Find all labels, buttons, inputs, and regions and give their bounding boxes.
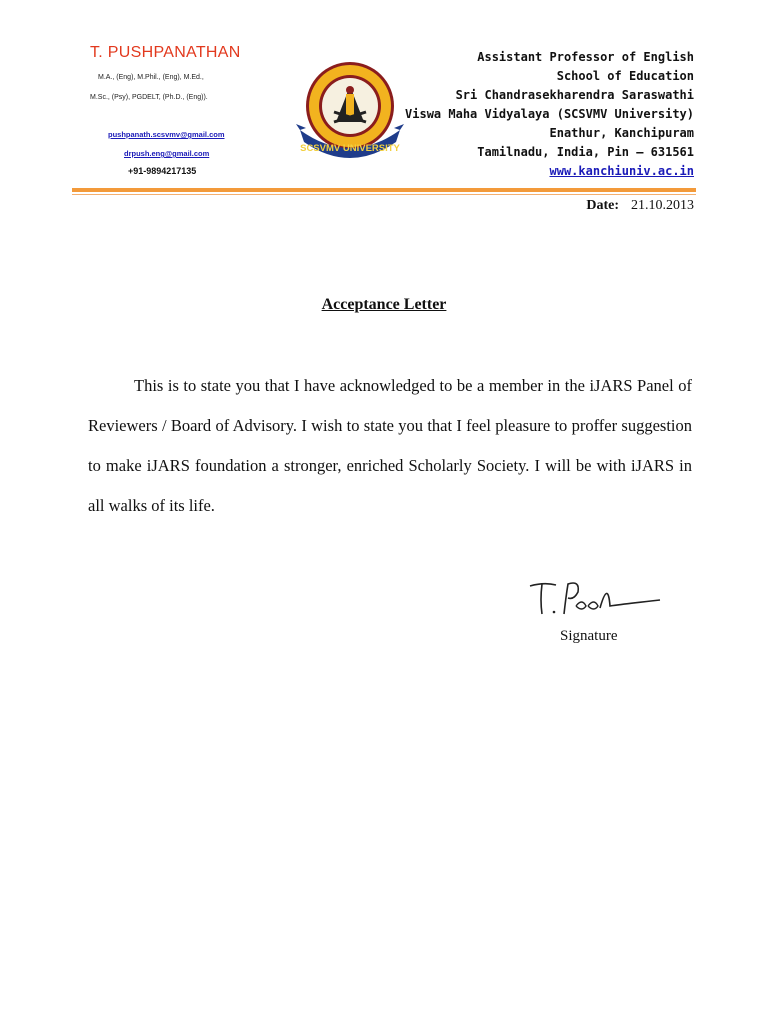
qualifications-line-2: M.Sc., (Psy), PGDELT, (Ph.D., (Eng)). [90,94,208,101]
date-line [586,198,694,214]
handwritten-signature-icon [524,576,664,620]
qualifications-line-1: M.A., (Eng), M.Phil., (Eng), M.Ed., [98,74,204,81]
header-rule-thin [72,194,696,195]
institution-line-4: Viswa Maha Vidyalaya (SCSVMV University) [405,107,694,121]
institution-line-1: Assistant Professor of English [477,50,694,64]
institution-line-6: Tamilnadu, India, Pin – 631561 [477,145,694,159]
university-seal-icon [296,58,404,162]
date-value: 21.10.2013 [631,198,694,213]
email-link-1[interactable]: pushpanath.scsvmv@gmail.com [108,130,225,139]
logo-text: SCSVMV UNIVERSITY [300,143,400,154]
letter-body: This is to state you that I have acknowledged to be a member in the iJARS Panel of Reviewers / Board of Advisory. I wish to state you that I feel pleasure to proffer suggestion to make iJARS foundation a stronger, enriched Scholarly Society. I will be with iJARS in all walks of its life. [88,376,692,515]
website-link[interactable]: www.kanchiuniv.ac.in [549,164,694,178]
institution-line-5: Enathur, Kanchipuram [549,126,694,140]
signature-label: Signature [560,628,618,644]
letter-title: Acceptance Letter [321,296,447,313]
date-label: Date: [586,198,619,213]
institution-line-2: School of Education [556,69,694,83]
email-link-2[interactable]: drpush.eng@gmail.com [124,149,210,158]
phone-number: +91-9894217135 [128,166,197,176]
header-rule [72,188,696,192]
institution-line-3: Sri Chandrasekharendra Saraswathi [455,88,694,102]
sender-name: T. PUSHPANATHAN [90,44,241,61]
